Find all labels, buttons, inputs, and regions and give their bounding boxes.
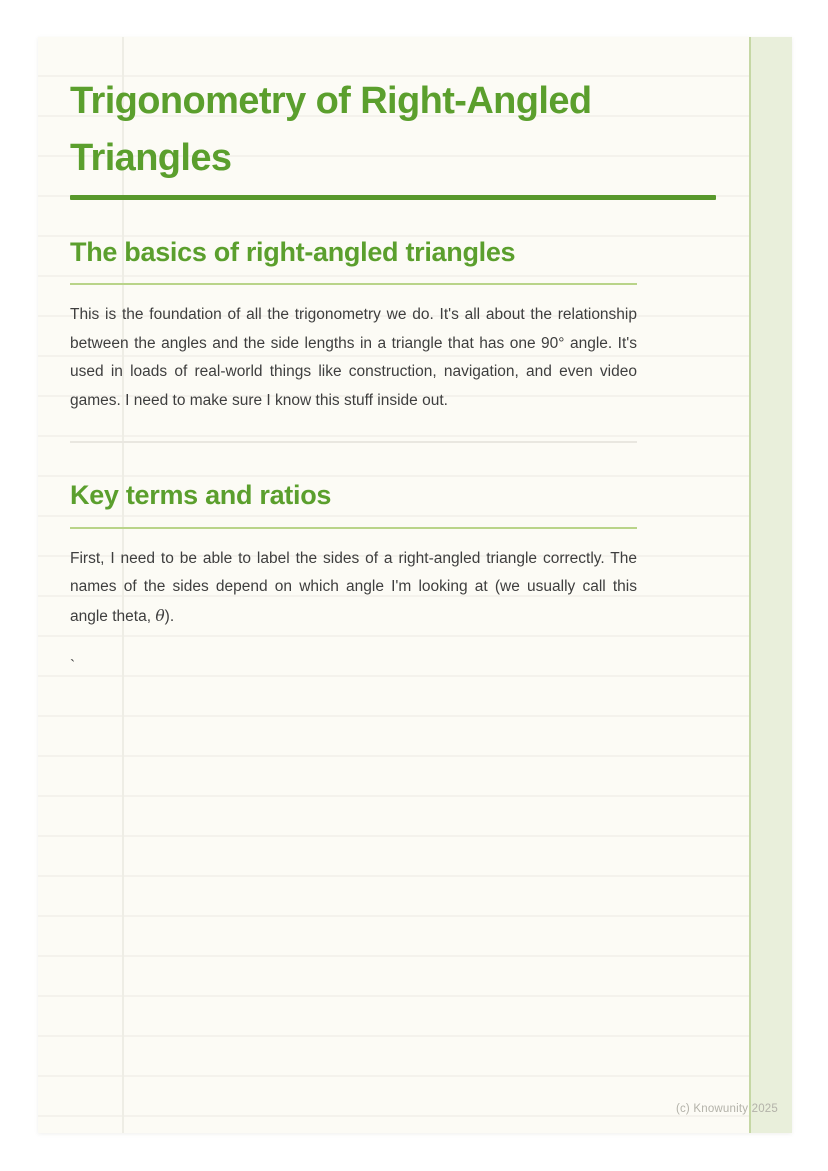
section-basics — [70, 236, 728, 415]
notes-page — [38, 37, 792, 1133]
page-title: Trigonometry of Right-Angled Triangles — [70, 80, 592, 179]
section-key-terms — [70, 479, 728, 681]
section-heading-basics: The basics of right-angled triangles — [70, 236, 637, 285]
right-green-stripe — [749, 37, 792, 1133]
key-terms-text-start: First, I need to be able to label the sides of a right-angled triangle correctly. The names of the sides depend on which angle I'm looking at (we usually call this angle theta, — [70, 549, 637, 625]
title-underline-rule — [70, 195, 716, 200]
section-body-basics: This is the foundation of all the trigonometry we do. It's all about the relationship between the angles and the side lengths in a triangle that has one 90° angle. It's used in loads of real-world things like construction, navigation, and even video games. I need to make sure I know this stuff inside out. — [70, 306, 637, 409]
section-divider — [70, 441, 637, 443]
theta-symbol: θ — [155, 606, 165, 625]
key-terms-text-end: ). — [164, 607, 175, 625]
page-content — [38, 37, 728, 682]
copyright-footer: (c) Knowunity 2025 — [675, 1103, 778, 1115]
section-heading-key-terms: Key terms and ratios — [70, 479, 637, 528]
stray-backtick-text: ` — [70, 658, 76, 676]
section-body-key-terms — [70, 545, 637, 632]
